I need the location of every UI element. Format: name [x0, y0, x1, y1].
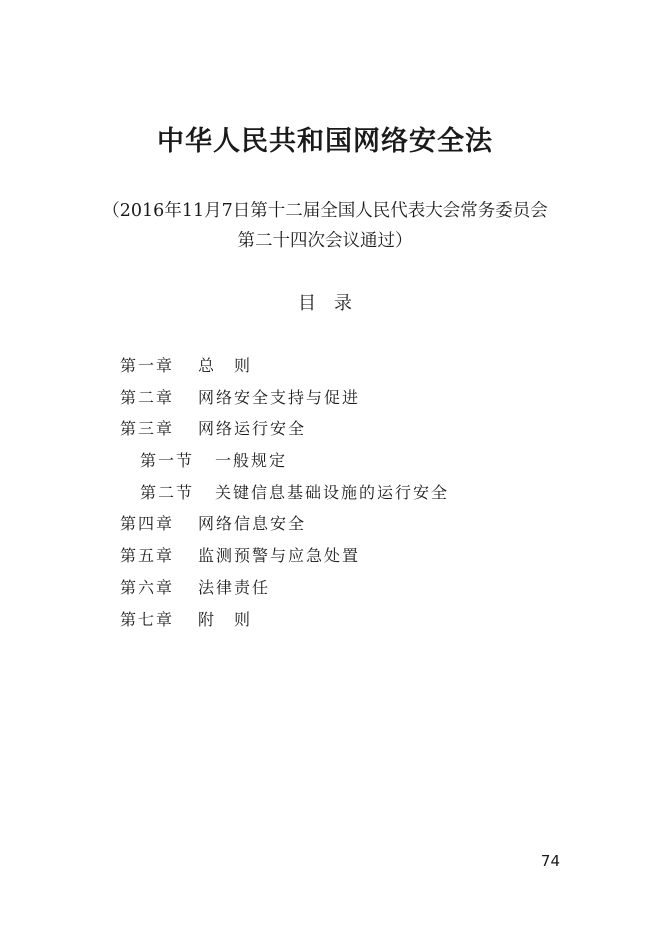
toc-item-title: 总 则: [198, 356, 253, 375]
toc-item-chapter-4[interactable]: [120, 508, 540, 540]
toc-item-number: 第三章: [120, 419, 175, 439]
toc-item-section-1[interactable]: [120, 445, 540, 477]
toc-item-chapter-2[interactable]: [120, 382, 540, 414]
toc-item-title: 法律责任: [198, 577, 271, 597]
document-title: 中华人民共和国网络安全法: [157, 126, 493, 157]
toc-item-number: 第一节: [140, 451, 195, 471]
table-of-contents: [120, 350, 540, 635]
toc-heading: 目录: [298, 293, 370, 314]
document-subtitle: [40, 196, 610, 256]
subtitle-line-1: （2016年11月7日第十二届全国人民代表大会常务委员会: [102, 201, 548, 221]
toc-item-chapter-1[interactable]: [120, 350, 540, 382]
toc-item-title: 关键信息基础设施的运行安全: [215, 482, 450, 502]
toc-item-chapter-7[interactable]: [120, 604, 540, 636]
toc-item-chapter-5[interactable]: [120, 540, 540, 572]
toc-item-chapter-3[interactable]: [120, 413, 540, 445]
toc-item-number: 第四章: [120, 514, 175, 534]
toc-item-number: 第六章: [120, 577, 175, 597]
toc-item-number: 第二章: [120, 387, 175, 407]
toc-item-title: 附 则: [198, 609, 253, 629]
toc-item-number: 第一章: [120, 356, 175, 375]
toc-item-number: 第二节: [140, 482, 195, 502]
page-number: 74: [540, 852, 560, 870]
toc-item-chapter-6[interactable]: [120, 572, 540, 604]
toc-item-title: 网络信息安全: [198, 514, 307, 534]
toc-item-title: 监测预警与应急处置: [198, 546, 361, 566]
toc-item-title: 网络安全支持与促进: [198, 387, 361, 407]
toc-item-number: 第七章: [120, 609, 175, 629]
toc-item-section-2[interactable]: [120, 477, 540, 509]
toc-item-title: 一般规定: [215, 451, 288, 471]
toc-item-number: 第五章: [120, 546, 175, 566]
toc-item-title: 网络运行安全: [198, 419, 307, 439]
subtitle-line-2: 第二十四次会议通过）: [237, 231, 413, 251]
